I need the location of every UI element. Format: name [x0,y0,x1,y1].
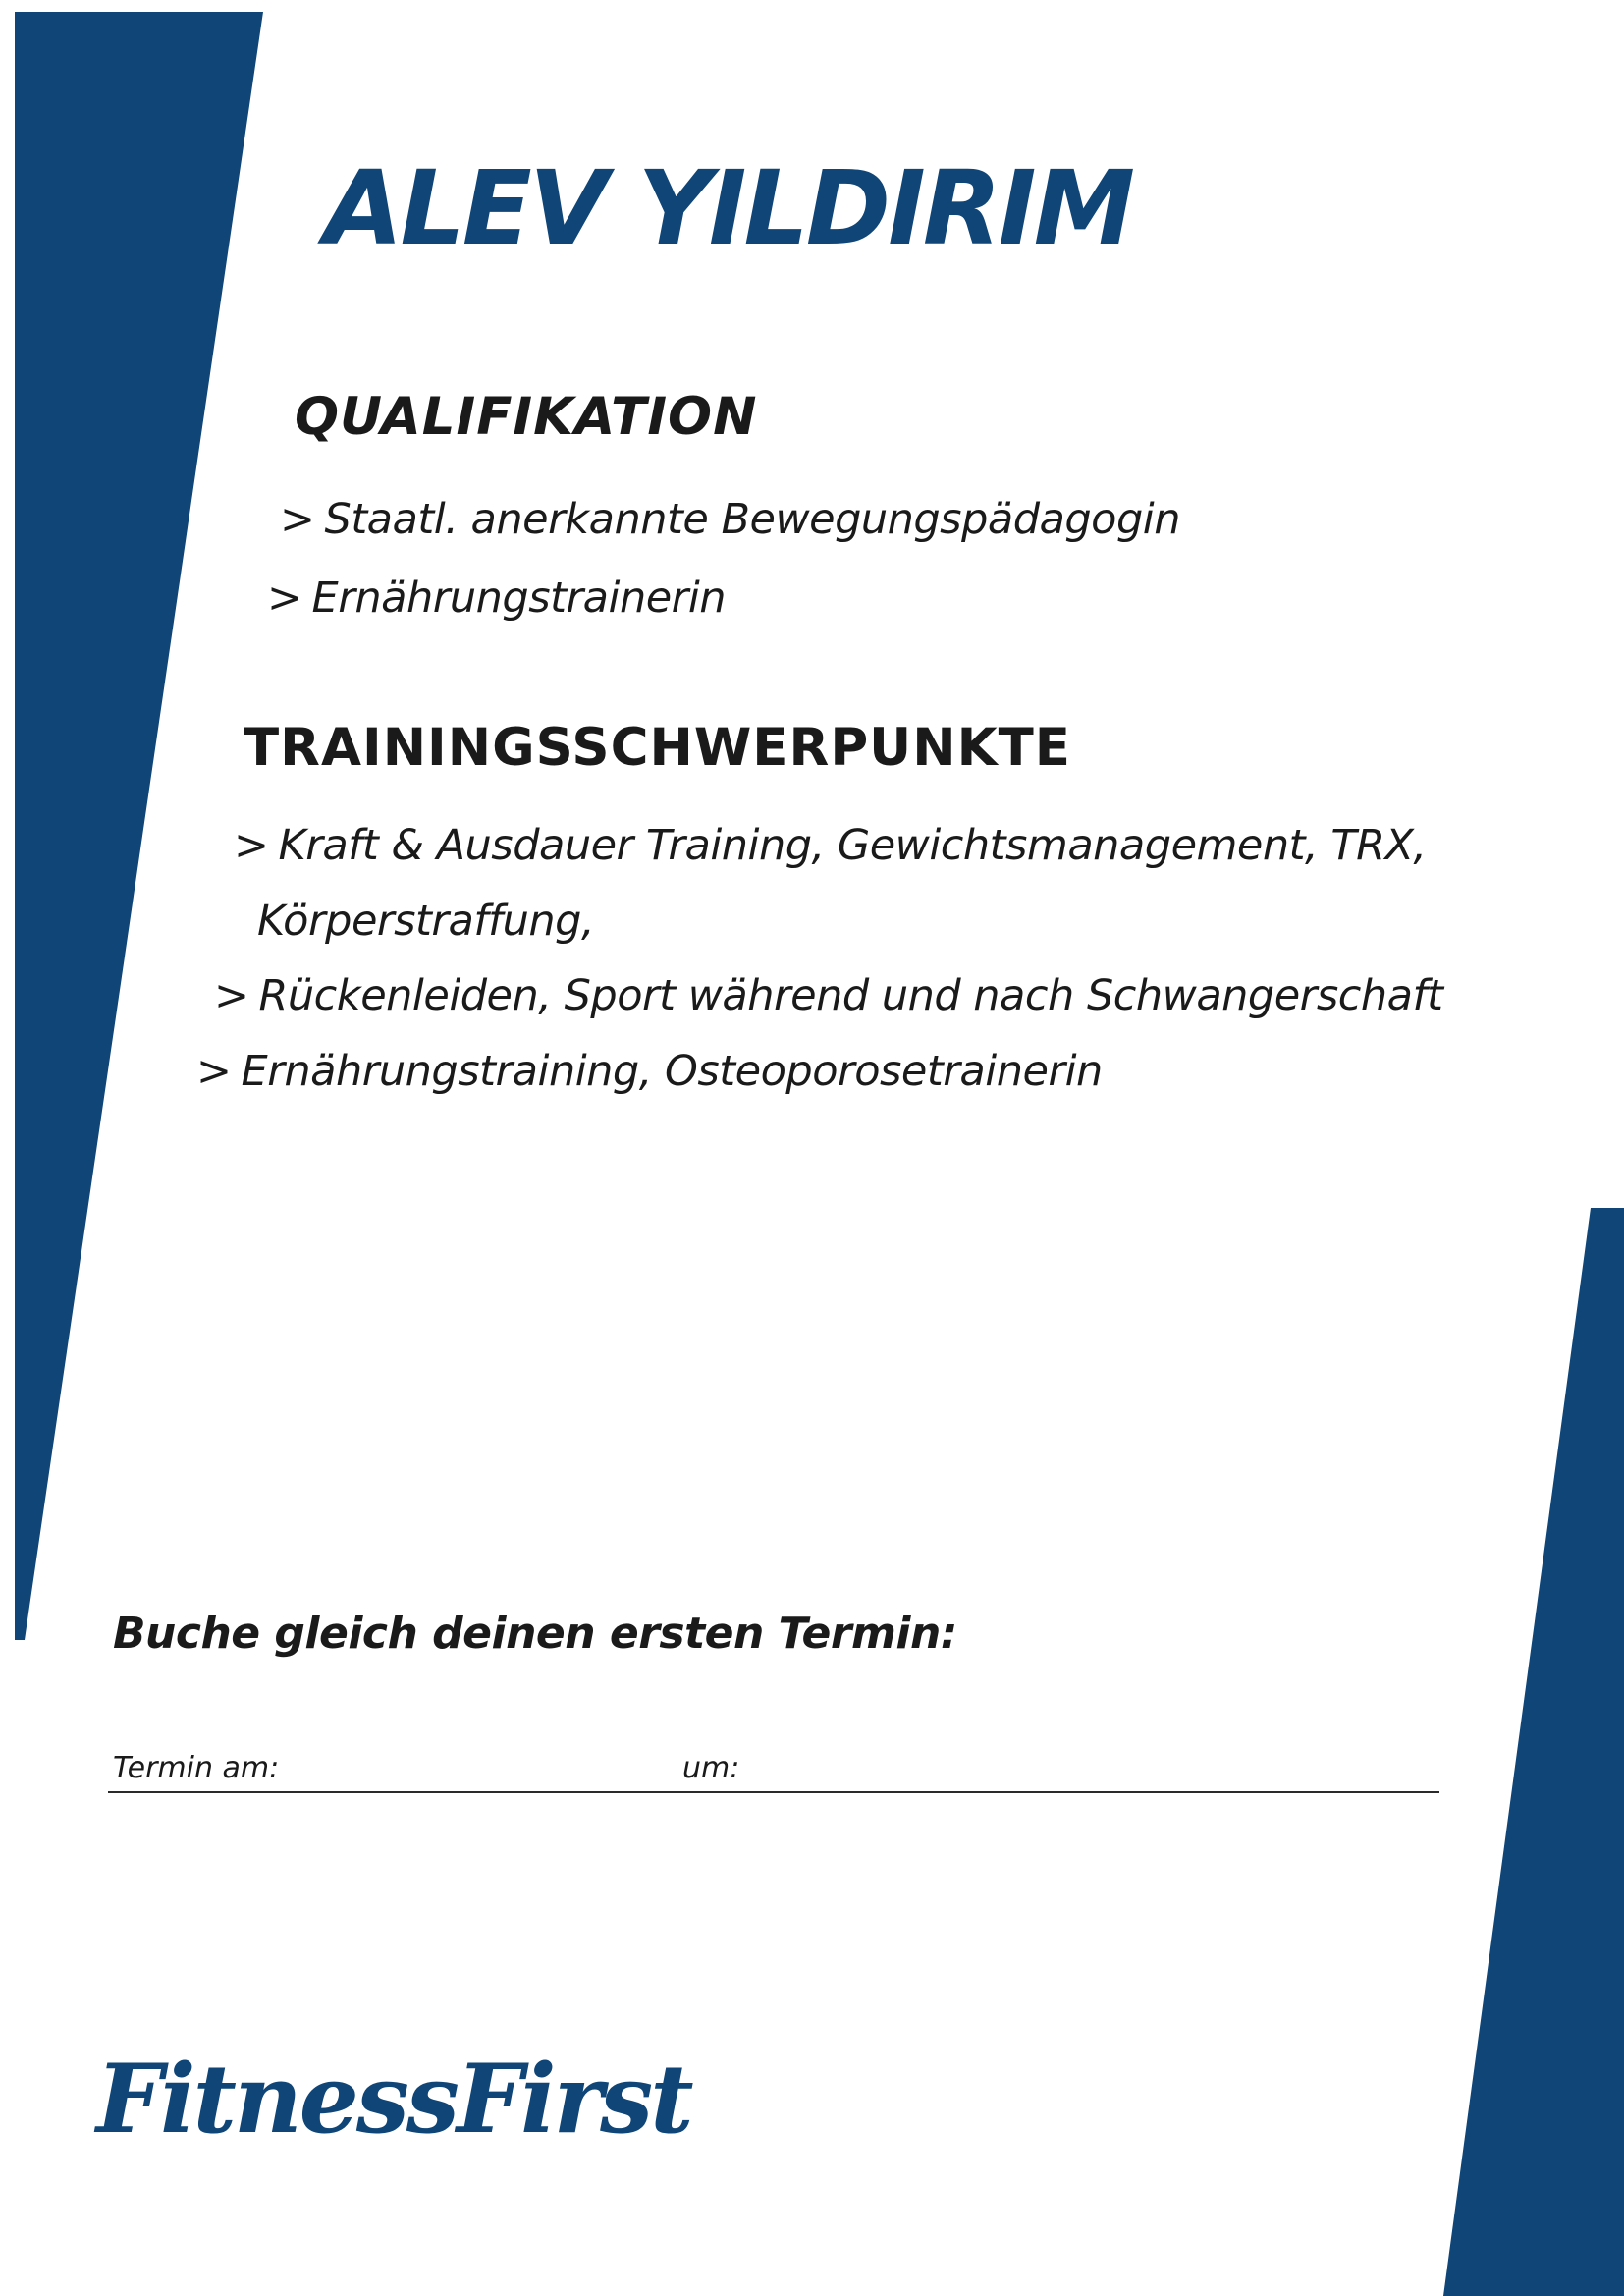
chevron-right-icon: > [267,574,302,623]
training-item-text: Rückenleiden, Sport während und nach Schwangerschaft [258,971,1443,1020]
qualification-item-text: Ernährungstrainerin [311,574,727,623]
training-item-text: Kraft & Ausdauer Training, Gewichtsmanagement, TRX, [278,821,1427,870]
chevron-right-icon: > [196,1047,232,1096]
logo-text: FitnessFirst [96,2044,691,2155]
qualification-item-text: Staatl. anerkannte Bewegungspädagogin [324,495,1180,544]
training-item-continuation [257,897,595,946]
appointment-date-label: Termin am: [113,1751,280,1785]
training-item [214,971,1443,1020]
qualification-item [280,495,1180,544]
chevron-right-icon: > [214,971,249,1020]
training-item-text: Ernährungstraining, Osteoporosetrainerin [241,1047,1103,1096]
fitness-first-logo [96,2044,691,2155]
trainer-name: ALEV YILDIRIM [324,148,1133,268]
qualification-heading: QUALIFIKATION [295,387,758,447]
training-item [196,1047,1103,1096]
appointment-write-line [108,1791,1439,1793]
appointment-time-label: um: [682,1751,740,1785]
training-focus-heading: TRAININGSSCHWERPUNKTE [244,718,1071,778]
training-item [234,821,1427,870]
chevron-right-icon: > [280,495,315,544]
right-blue-band [1443,1208,1624,2296]
training-item-text: Körperstraffung, [257,897,595,946]
qualification-item [267,574,727,623]
booking-cta: Buche gleich deinen ersten Termin: [113,1609,957,1659]
left-blue-band [15,12,263,1640]
chevron-right-icon: > [234,821,269,870]
